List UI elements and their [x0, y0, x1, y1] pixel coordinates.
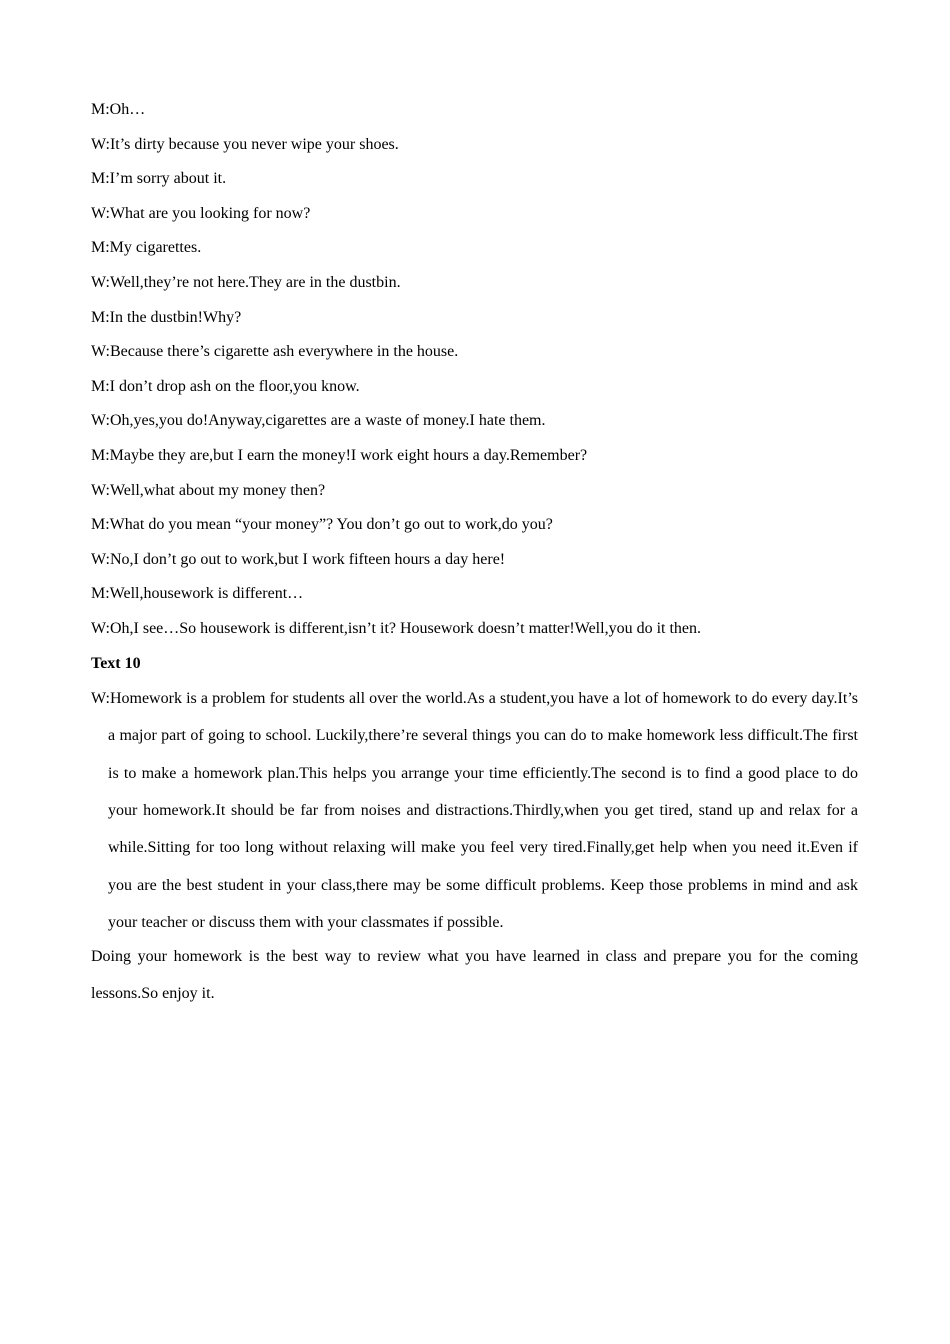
dialogue-line: M:What do you mean “your money”? You don’t go out to work,do you? [91, 516, 553, 534]
section-heading: Text 10 [91, 654, 141, 672]
dialogue-line: W:Oh,I see…So housework is different,isn’t it? Housework doesn’t matter!Well,you do it then. [91, 619, 702, 637]
dialogue-line: W:What are you looking for now? [91, 204, 311, 222]
document-page [91, 100, 858, 1013]
dialogue-line: M:I’m sorry about it. [91, 170, 227, 188]
dialogue-line: M:In the dustbin!Why? [91, 308, 242, 326]
dialogue-line: W:Well,what about my money then? [91, 481, 326, 499]
dialogue-line: W:Well,they’re not here.They are in the dustbin. [91, 273, 401, 291]
dialogue-line: M:Oh… [91, 101, 146, 118]
text10-paragraph-1: W:Homework is a problem for students all over the world.As a student,you have a lot of homework to do every day.It’s a major part of going to school. Luckily,there’re several things you can do to make homework less difficult.The first is to make a homework plan.This helps you arrange your time efficiently.The second is to find a good place to do your homework.It should be far from noises and distractions.Thirdly,when you get tired, stand up and relax for a while.Sitting for too long without relaxing will make you feel very tired.Finally,get help when you need it.Even if you are the best student in your class,there may be some difficult problems. Keep those problems in mind and ask your teacher or discuss them with your classmates if possible. [91, 690, 858, 931]
dialogue-line: W:Oh,yes,you do!Anyway,cigarettes are a waste of money.I hate them. [91, 412, 546, 430]
dialogue-line: M:Maybe they are,but I earn the money!I work eight hours a day.Remember? [91, 446, 588, 464]
dialogue-line: M:I don’t drop ash on the floor,you know. [91, 377, 360, 395]
dialogue-line: M:My cigarettes. [91, 239, 202, 257]
dialogue-line: M:Well,housework is different… [91, 585, 304, 603]
dialogue-line: W:No,I don’t go out to work,but I work fifteen hours a day here! [91, 550, 506, 568]
text10-paragraph-2: Doing your homework is the best way to review what you have learned in class and prepare you for the coming lessons.So enjoy it. [91, 948, 858, 1003]
dialogue-line: W:It’s dirty because you never wipe your shoes. [91, 135, 399, 153]
dialogue-line: W:Because there’s cigarette ash everywhere in the house. [91, 343, 459, 361]
